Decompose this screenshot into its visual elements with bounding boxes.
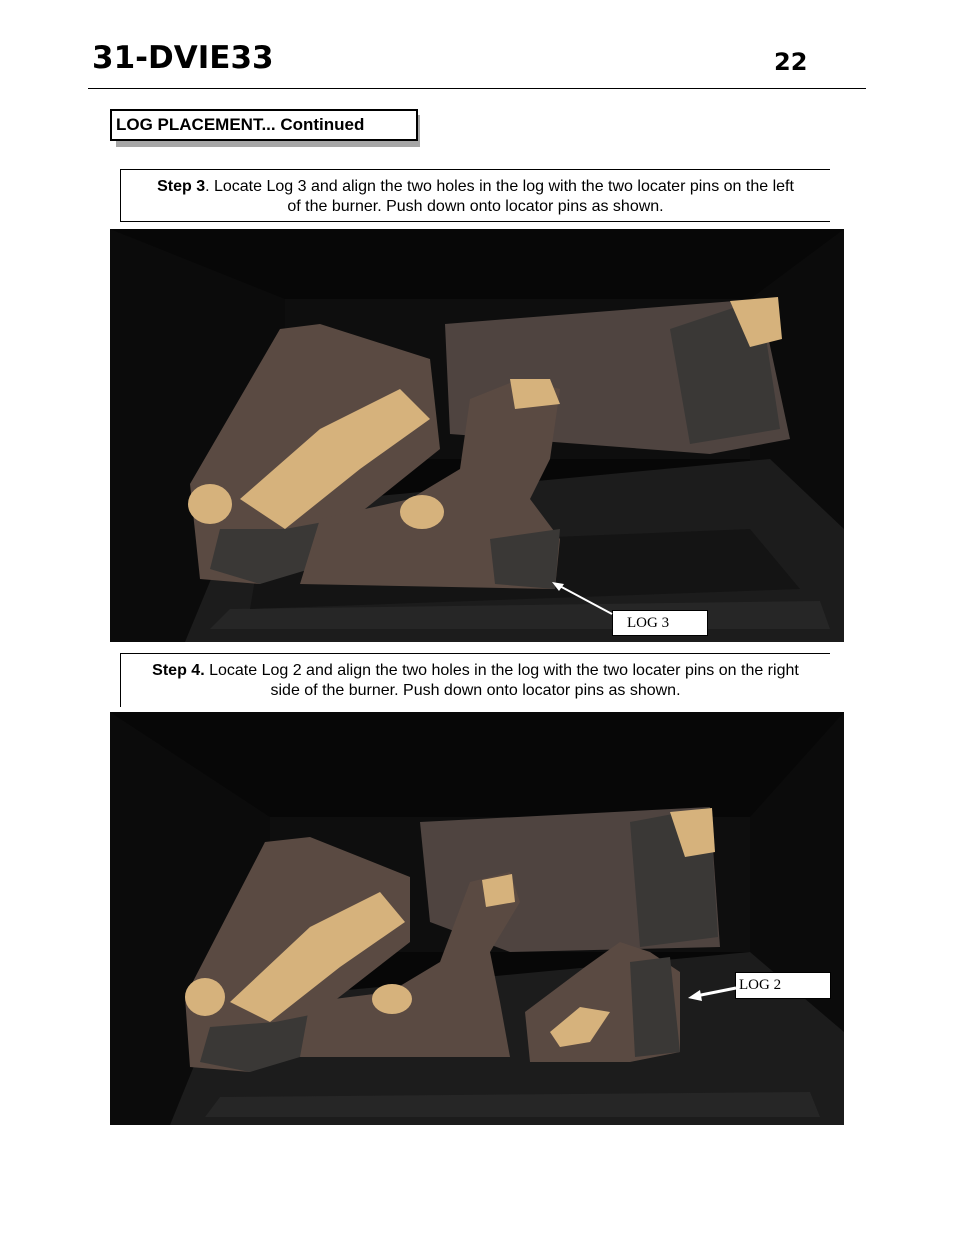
section-heading [110,109,414,141]
step-4-line-1 [121,661,830,681]
step-4-text-1: Locate Log 2 and align the two holes in the log with the two locater pins on the right [204,662,799,679]
callout-log-3-label: LOG 3 [627,615,670,631]
step-4-text-2: side of the burner. Push down onto locator pins as shown. [270,682,681,699]
photo-log-3-placement [110,229,844,642]
section-heading-text: LOG PLACEMENT... Continued [116,115,365,134]
document-title: 31-DVIE33 [92,40,274,76]
section-heading-box [110,109,418,141]
step-3-text-1: . Locate Log 3 and align the two holes in the log with the two locater pins on the left [205,178,794,195]
step-3-line-1 [121,177,830,197]
step-3-text-2: of the burner. Push down onto locator pins as shown. [287,198,664,215]
step-3-instructions [120,169,830,222]
photo-2-illustration [110,712,844,1125]
callout-log-3 [612,610,708,636]
page-number: 22 [774,48,808,76]
callout-log-2 [735,972,831,999]
arrow-icon-log-3 [548,578,614,616]
callout-log-2-label: LOG 2 [739,977,782,993]
photo-log-2-placement [110,712,844,1125]
photo-1-illustration [110,229,844,642]
step-3-label: Step 3 [157,178,206,195]
step-4-label: Step 4. [152,662,205,679]
header-rule [88,88,866,89]
step-4-instructions [120,653,830,707]
arrow-icon-log-2 [686,983,738,1003]
